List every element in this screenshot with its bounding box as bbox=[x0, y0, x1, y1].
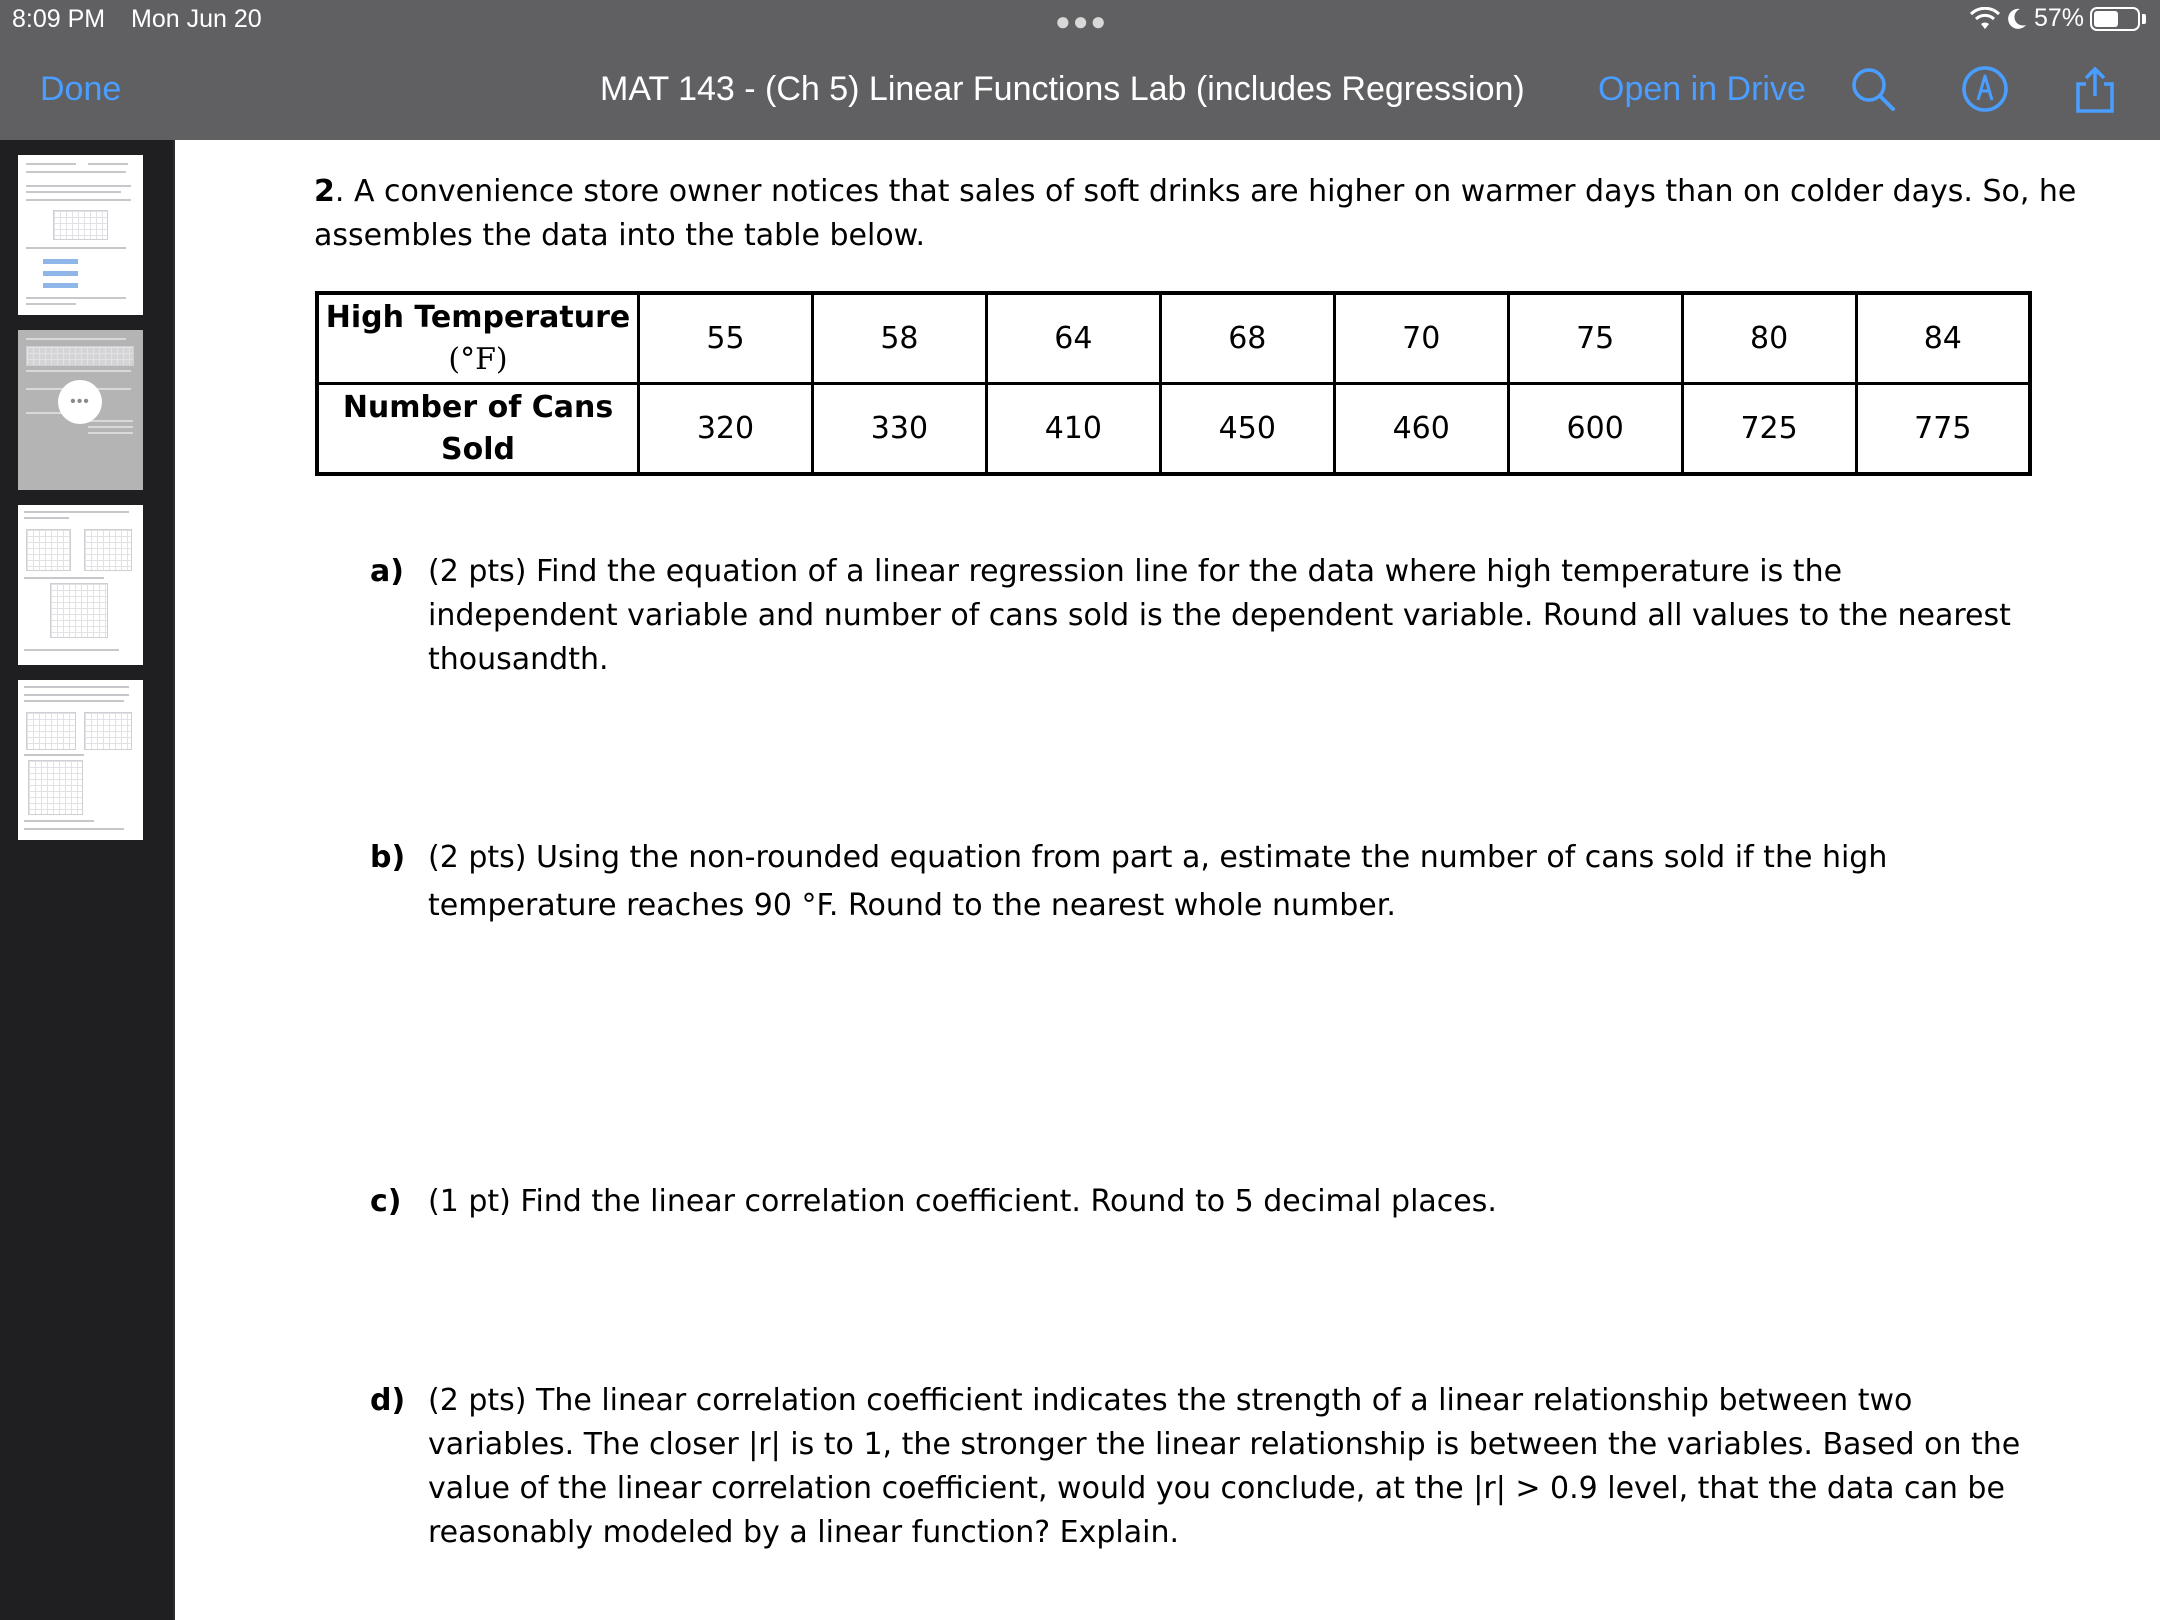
temperature-header-line2: (°F) bbox=[448, 341, 508, 377]
status-right bbox=[1970, 4, 2146, 33]
problem-number: 2 bbox=[314, 174, 335, 209]
status-time: 8:09 PM bbox=[12, 5, 106, 33]
question-c-text: (1 pt) Find the linear correlation coefficient. Round to 5 decimal places. bbox=[428, 1184, 1497, 1219]
status-date: Mon Jun 20 bbox=[131, 5, 262, 33]
document-title: MAT 143 - (Ch 5) Linear Functions Lab (includes Regression) bbox=[600, 70, 1525, 108]
multitasking-dots-icon[interactable]: ●●● bbox=[1055, 6, 1109, 36]
temperature-cell: 64 bbox=[986, 293, 1160, 384]
cans-sold-cell: 775 bbox=[1856, 384, 2030, 475]
problem-intro-text: . A convenience store owner notices that sales of soft drinks are higher on warmer days than on colder days. So, he assembles the data into the table below. bbox=[314, 174, 2077, 253]
question-d-text: (2 pts) The linear correlation coefficient indicates the strength of a linear relationship between two variables. The closer |r| is to 1, the stronger the linear relationship is between the variables. Based on the value of the linear correlation coefficient, would you conclude, at the |r| > 0.9 level, that the data can be reasonably modeled by a linear function? Explain. bbox=[428, 1383, 2021, 1550]
battery-percent: 57% bbox=[2033, 4, 2084, 32]
cans-sold-cell: 460 bbox=[1334, 384, 1508, 475]
page-thumbnail-4[interactable] bbox=[18, 680, 143, 840]
question-b-label: b) bbox=[370, 840, 406, 875]
temperature-cell: 68 bbox=[1160, 293, 1334, 384]
nav-bar bbox=[0, 40, 2160, 140]
temperature-cell: 80 bbox=[1682, 293, 1856, 384]
page-thumbnail-3[interactable] bbox=[18, 505, 143, 665]
page-thumbnail-2[interactable] bbox=[18, 330, 143, 490]
question-a-label: a) bbox=[370, 554, 404, 589]
page-thumbnail-sidebar bbox=[0, 140, 173, 1620]
temperature-cell: 55 bbox=[639, 293, 813, 384]
cans-sold-row bbox=[317, 384, 2030, 475]
search-icon[interactable] bbox=[1848, 64, 1898, 114]
temperature-cell: 58 bbox=[812, 293, 986, 384]
cans-sold-header bbox=[317, 384, 639, 475]
problem-intro bbox=[314, 170, 2114, 258]
temperature-header-line1: High Temperature bbox=[325, 299, 631, 335]
status-bar bbox=[0, 0, 2160, 40]
done-button[interactable]: Done bbox=[40, 70, 122, 108]
temperature-row bbox=[317, 293, 2030, 384]
share-icon[interactable] bbox=[2070, 64, 2120, 114]
question-a-text: (2 pts) Find the equation of a linear regression line for the data where high temperature is the independent variable and number of cans sold is the dependent variable. Round all values to the nearest thousandth. bbox=[428, 554, 2011, 677]
page-thumbnail-1[interactable] bbox=[18, 155, 143, 315]
question-b-text: (2 pts) Using the non-rounded equation from part a, estimate the number of cans sold if the high temperature reaches 90 °F. Round to the nearest whole number. bbox=[428, 840, 1888, 923]
temperature-cell: 70 bbox=[1334, 293, 1508, 384]
cans-sold-cell: 410 bbox=[986, 384, 1160, 475]
cans-sold-cell: 725 bbox=[1682, 384, 1856, 475]
question-c bbox=[370, 1180, 2030, 1224]
document-page bbox=[175, 140, 2160, 1620]
moon-icon bbox=[2006, 7, 2028, 31]
cans-sold-header-line2: Sold bbox=[441, 431, 515, 467]
wifi-icon bbox=[1970, 7, 2000, 31]
cans-sold-cell: 450 bbox=[1160, 384, 1334, 475]
cans-sold-cell: 330 bbox=[812, 384, 986, 475]
battery-icon bbox=[2090, 7, 2140, 31]
temperature-cell: 84 bbox=[1856, 293, 2030, 384]
cans-sold-header-line1: Number of Cans bbox=[342, 389, 614, 425]
more-options-icon[interactable]: ••• bbox=[58, 380, 102, 424]
question-b bbox=[370, 834, 2030, 930]
temperature-header bbox=[317, 293, 639, 384]
cans-sold-cell: 600 bbox=[1508, 384, 1682, 475]
data-table bbox=[315, 291, 2032, 476]
question-d-label: d) bbox=[370, 1383, 406, 1418]
question-c-label: c) bbox=[370, 1184, 402, 1219]
cans-sold-cell: 320 bbox=[639, 384, 813, 475]
markup-icon[interactable] bbox=[1960, 64, 2010, 114]
question-a bbox=[370, 550, 2030, 682]
battery-cap bbox=[2142, 14, 2146, 24]
temperature-cell: 75 bbox=[1508, 293, 1682, 384]
open-in-drive-button[interactable]: Open in Drive bbox=[1598, 70, 1806, 108]
question-d bbox=[370, 1379, 2030, 1555]
